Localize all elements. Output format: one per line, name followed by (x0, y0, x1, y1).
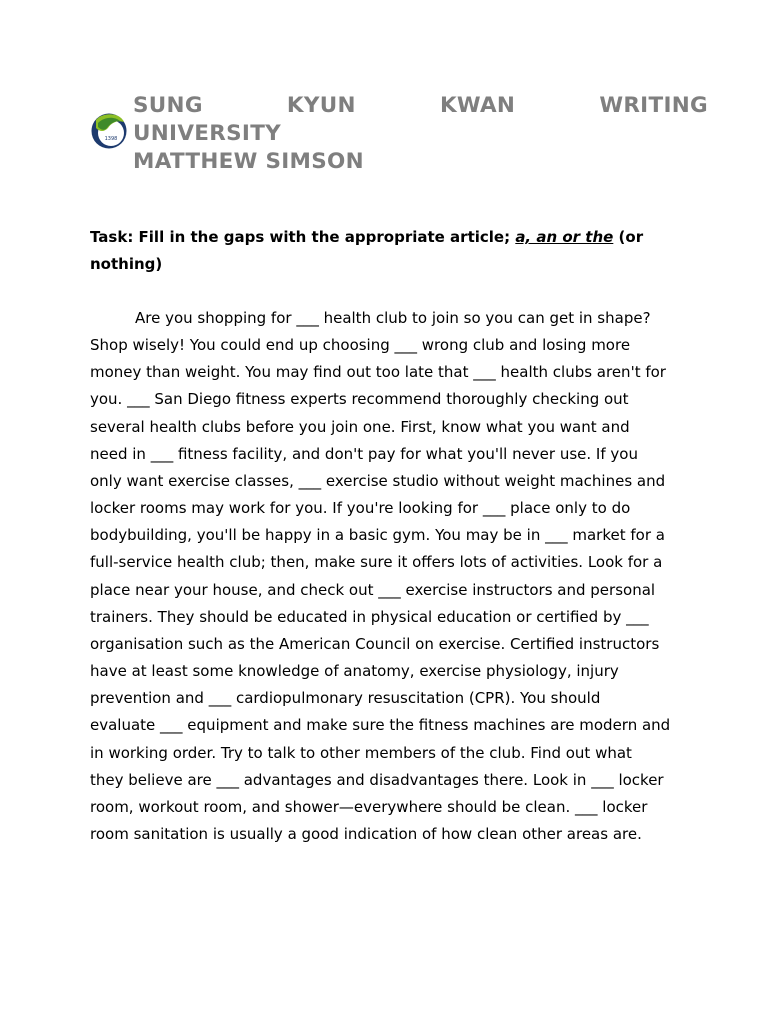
passage-line: full-service health club; then, make sure it offers lots of activities. Look for a (90, 553, 663, 572)
passage-line: need in ___ fitness facility, and don't pay for what you'll never use. If you (90, 444, 638, 463)
document-title (133, 92, 708, 176)
title-word: SUNG (133, 93, 203, 118)
passage-line: in working order. Try to talk to other members of the club. Find out what (90, 743, 632, 762)
passage-line: room, workout room, and shower—everywhere should be clean. ___ locker (90, 797, 648, 816)
title-word: KYUN (286, 93, 356, 118)
author-name: MATTHEW SIMSON (133, 149, 364, 174)
passage-line: organisation such as the American Council on exercise. Certified instructors (90, 634, 660, 653)
passage-line: room sanitation is usually a good indication of how clean other areas are. (90, 824, 642, 843)
passage-line: Shop wisely! You could end up choosing ___ wrong club and losing more (90, 336, 631, 355)
passage (90, 305, 690, 848)
passage-line: Are you shopping for ___ health club to join so you can get in shape? (135, 309, 651, 327)
passage-line: money than weight. You may find out too late that ___ health clubs aren't for (90, 363, 666, 382)
task-article-options: a, an or the (515, 228, 614, 246)
passage-line: several health clubs before you join one. First, know what you want and (90, 417, 630, 436)
logo-year-text: 1398 (104, 136, 118, 142)
title-word: WRITING (599, 93, 708, 118)
title-word: KWAN (439, 93, 516, 118)
passage-line: have at least some knowledge of anatomy, exercise physiology, injury (90, 662, 619, 681)
passage-line: bodybuilding, you'll be happy in a basic gym. You may be in ___ market for a (90, 526, 665, 545)
passage-line: prevention and ___ cardiopulmonary resuscitation (CPR). You should (90, 689, 601, 708)
title-line-2: UNIVERSITY (133, 121, 282, 146)
passage-line: place near your house, and check out ___ exercise instructors and personal (90, 580, 656, 599)
passage-line: trainers. They should be educated in physical education or certified by ___ (90, 607, 649, 626)
task-prefix: Task: Fill in the gaps with the appropriate article; (90, 228, 516, 246)
passage-line: evaluate ___ equipment and make sure the fitness machines are modern and (90, 716, 671, 735)
passage-line: you. ___ San Diego fitness experts recommend thoroughly checking out (90, 390, 629, 409)
passage-line: only want exercise classes, ___ exercise studio without weight machines and (90, 471, 666, 490)
task-suffix: (or (613, 228, 644, 246)
title-line-1 (133, 92, 708, 120)
task-line-2: nothing) (90, 255, 163, 273)
passage-line: they believe are ___ advantages and disadvantages there. Look in ___ locker (90, 770, 664, 789)
passage-line: locker rooms may work for you. If you're looking for ___ place only to do (90, 499, 631, 518)
university-logo-icon (90, 110, 130, 150)
task-instructions (90, 224, 680, 278)
